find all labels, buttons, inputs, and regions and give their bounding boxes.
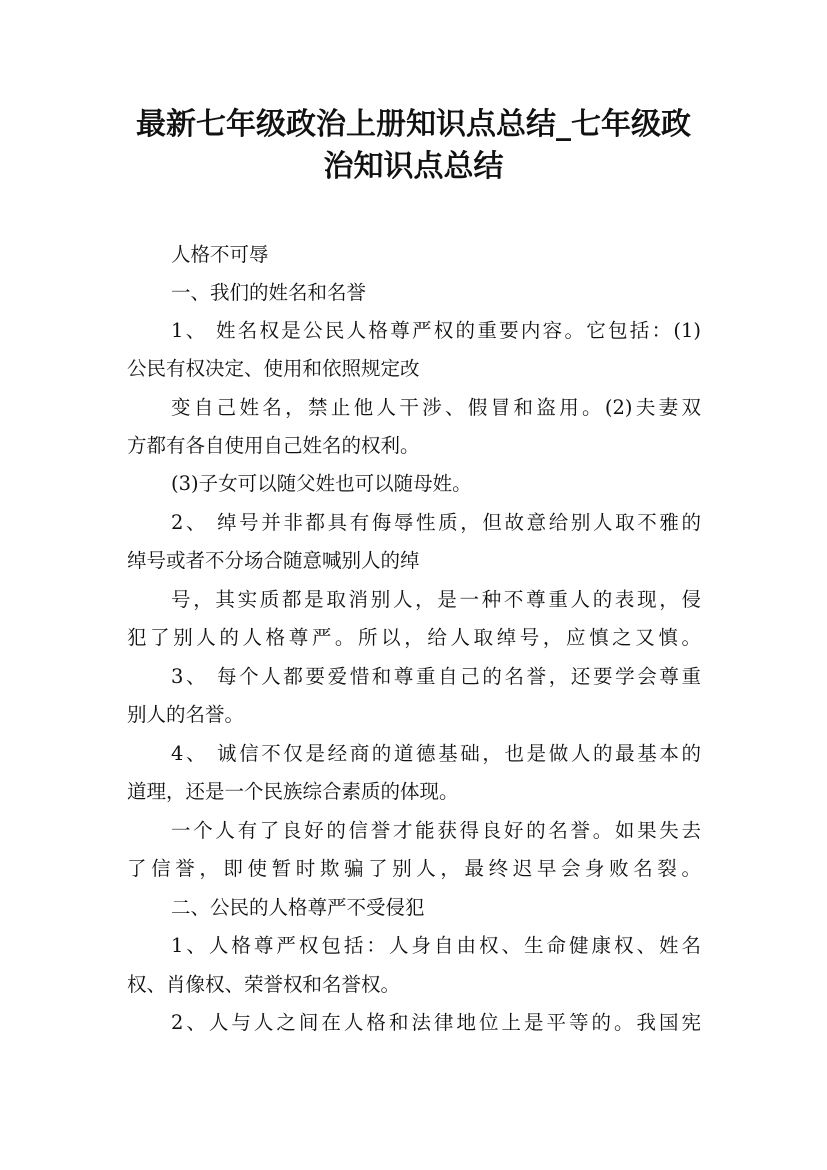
paragraph-line: 3、 每个人都要爱惜和尊重自己的名誉，还要学会尊重 — [171, 665, 701, 688]
paragraph-line: 号，其实质都是取消别人，是一种不尊重人的表现，侵 — [171, 588, 701, 611]
document-title-line-1: 最新七年级政治上册知识点总结_七年级政 — [136, 107, 691, 142]
paragraph-line: 1、 姓名权是公民人格尊严权的重要内容。它包括：(1) — [171, 319, 701, 342]
paragraph-line: 别人的名誉。 — [127, 703, 245, 726]
paragraph-line: 道理，还是一个民族综合素质的体现。 — [127, 780, 459, 803]
paragraph-line: 权、肖像权、荣誉权和名誉权。 — [127, 973, 401, 996]
subsection-heading: 一、我们的姓名和名誉 — [171, 281, 367, 304]
subsection-heading: 二、公民的人格尊严不受侵犯 — [171, 896, 425, 919]
paragraph-line: 1、人格尊严权包括：人身自由权、生命健康权、姓名 — [171, 934, 701, 957]
paragraph-line: 绰号或者不分场合随意喊别人的绰 — [127, 549, 420, 572]
paragraph-line: 2、人与人之间在人格和法律地位上是平等的。我国宪 — [171, 1011, 701, 1034]
paragraph-line: 公民有权决定、使用和依照规定改 — [127, 357, 420, 380]
paragraph-line: 了信誉，即使暂时欺骗了别人，最终迟早会身败名裂。 — [127, 857, 701, 880]
paragraph-line: 变自己姓名，禁止他人干涉、假冒和盗用。(2)夫妻双 — [171, 396, 701, 419]
paragraph-line: 2、 绰号并非都具有侮辱性质，但故意给别人取不雅的 — [171, 511, 701, 534]
paragraph-line: 4、 诚信不仅是经商的道德基础，也是做人的最基本的 — [171, 742, 701, 765]
paragraph-line: 一个人有了良好的信誉才能获得良好的名誉。如果失去 — [171, 819, 701, 842]
paragraph-line: 方都有各自使用自己姓名的权利。 — [127, 434, 420, 457]
section-heading: 人格不可辱 — [171, 243, 269, 266]
document-title-line-2: 治知识点总结 — [323, 149, 504, 184]
paragraph-line: (3)子女可以随父姓也可以随母姓。 — [171, 472, 472, 495]
paragraph-line: 犯了别人的人格尊严。所以，给人取绰号，应慎之又慎。 — [127, 626, 701, 649]
